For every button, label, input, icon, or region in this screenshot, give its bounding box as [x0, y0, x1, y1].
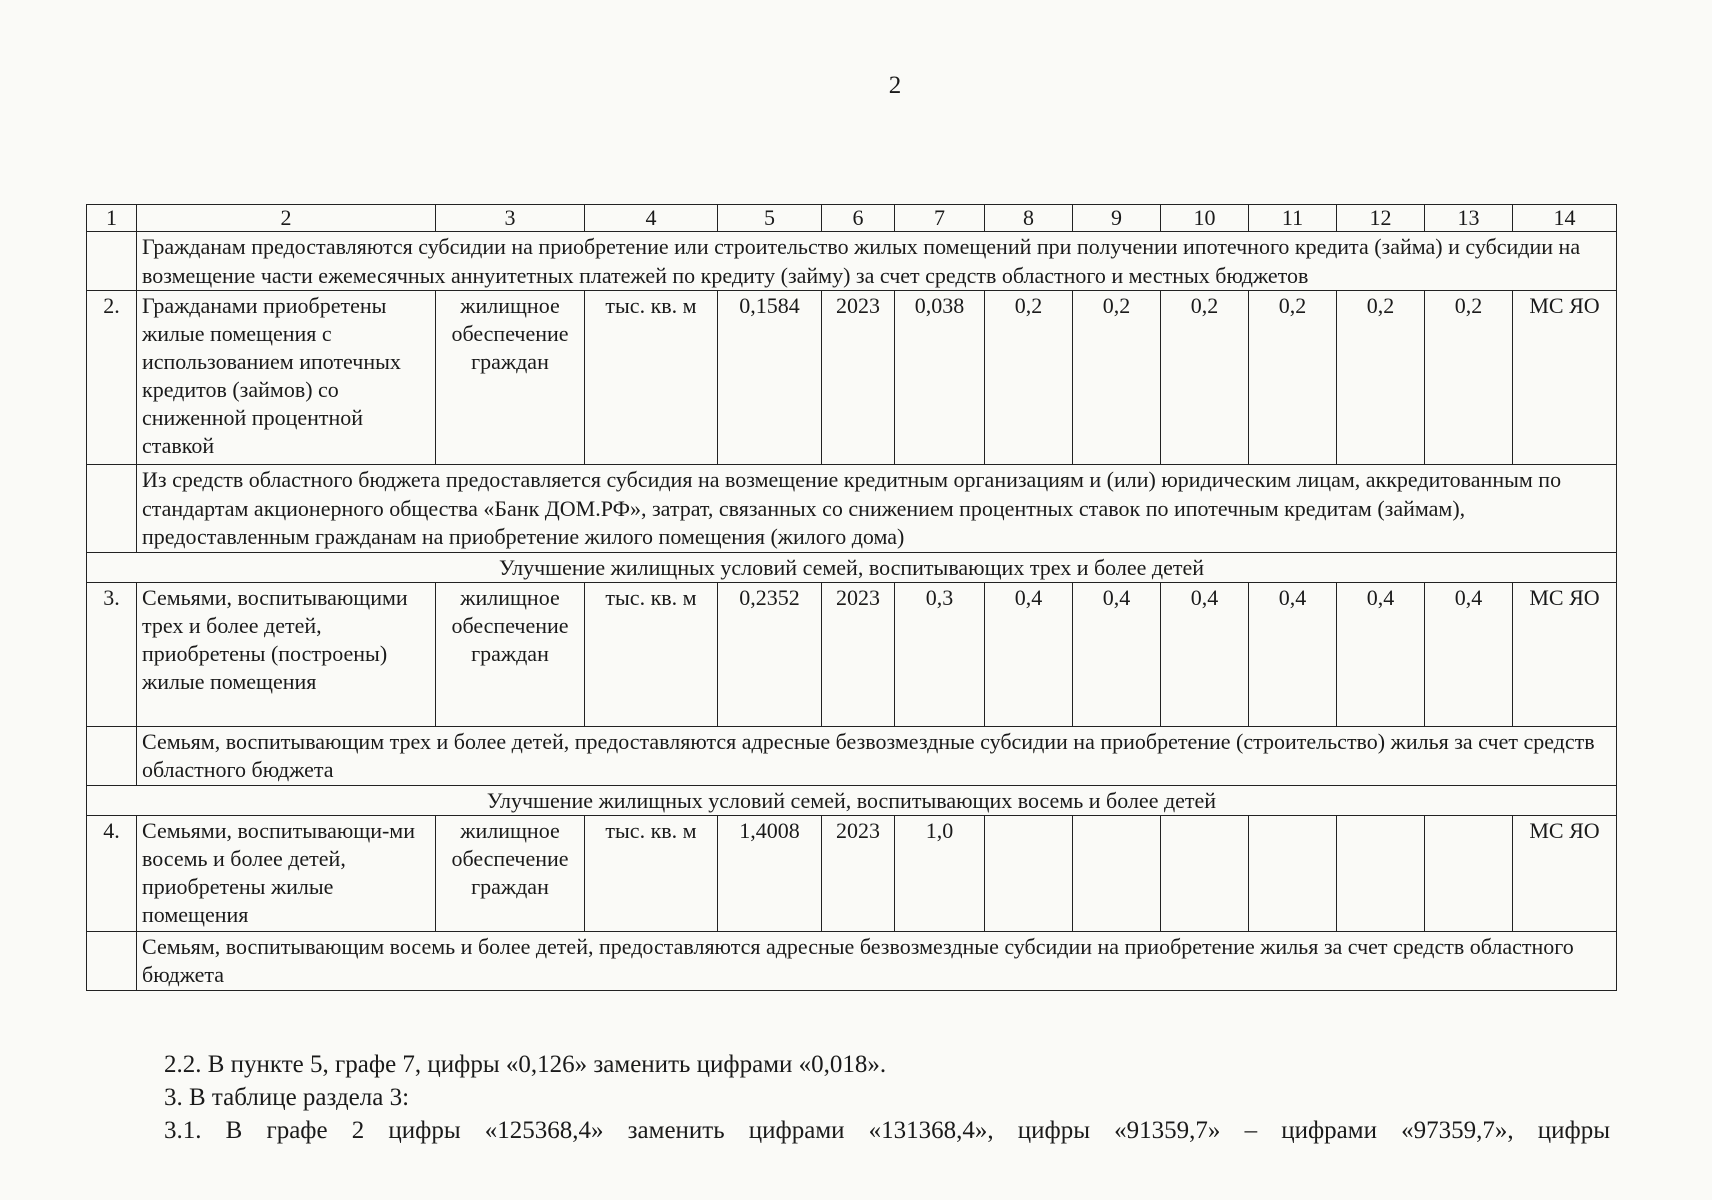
value-cell: 0,2	[1249, 291, 1337, 465]
note-text: Семьям, воспитывающим трех и более детей, предоставляются адресные безвозмездные субсидии на приобретение (строительство) жилья за счет средств областного бюджета	[137, 726, 1617, 785]
note-row	[87, 726, 1617, 785]
paragraph: 2.2. В пункте 5, графе 7, цифры «0,126» заменить цифрами «0,018».	[164, 1051, 887, 1078]
value-cell: 0,4	[1161, 582, 1249, 726]
value-cell: 2023	[822, 291, 895, 465]
header-cell: 14	[1513, 205, 1617, 232]
indicators-table	[86, 204, 1617, 991]
value-cell	[1073, 815, 1161, 931]
value-cell: 0,4	[1073, 582, 1161, 726]
empty-cell	[87, 465, 137, 553]
header-cell: 2	[137, 205, 436, 232]
header-cell: 8	[985, 205, 1073, 232]
value-cell: 0,3	[895, 582, 985, 726]
indicator-type: жилищное обеспечение граждан	[436, 291, 585, 465]
value-cell: 0,1584	[718, 291, 822, 465]
section-row	[87, 552, 1617, 582]
value-cell: 2023	[822, 582, 895, 726]
value-cell: 0,038	[895, 291, 985, 465]
empty-cell	[87, 232, 137, 291]
table-row	[87, 291, 1617, 465]
header-cell: 10	[1161, 205, 1249, 232]
section-row	[87, 785, 1617, 815]
row-number: 3.	[87, 582, 137, 726]
row-number: 2.	[87, 291, 137, 465]
note-row	[87, 931, 1617, 990]
value-cell: 0,4	[1337, 582, 1425, 726]
value-cell: 0,2	[1073, 291, 1161, 465]
value-cell: 0,2	[1161, 291, 1249, 465]
header-cell: 7	[895, 205, 985, 232]
indicator-type: жилищное обеспечение граждан	[436, 582, 585, 726]
empty-cell	[87, 931, 137, 990]
header-cell: 6	[822, 205, 895, 232]
header-row	[87, 205, 1617, 232]
value-cell	[1161, 815, 1249, 931]
value-cell: 0,2	[985, 291, 1073, 465]
value-cell	[1425, 815, 1513, 931]
value-cell: 0,4	[985, 582, 1073, 726]
executor-cell: МС ЯО	[1513, 582, 1617, 726]
note-text: Из средств областного бюджета предоставляется субсидия на возмещение кредитным организациям и (или) юридическим лицам, аккредитованным по стандартам акционерного общества «Банк ДОМ.РФ», затрат, связанных со снижением процентных ставок по ипотечным кредитам (займам), предоставленным гражданам на приобретение жилого помещения (жилого дома)	[137, 465, 1617, 553]
note-row	[87, 232, 1617, 291]
executor-cell: МС ЯО	[1513, 291, 1617, 465]
indicator-type: жилищное обеспечение граждан	[436, 815, 585, 931]
note-row	[87, 465, 1617, 553]
section-title: Улучшение жилищных условий семей, воспитывающих трех и более детей	[87, 552, 1617, 582]
table-row	[87, 582, 1617, 726]
empty-cell	[87, 726, 137, 785]
header-cell: 1	[87, 205, 137, 232]
value-cell	[985, 815, 1073, 931]
note-text: Семьям, воспитывающим восемь и более детей, предоставляются адресные безвозмездные субсидии на приобретение жилья за счет средств областного бюджета	[137, 931, 1617, 990]
page-number: 2	[888, 72, 902, 99]
header-cell: 12	[1337, 205, 1425, 232]
section-title: Улучшение жилищных условий семей, воспитывающих восемь и более детей	[87, 785, 1617, 815]
indicator-name: Гражданами приобретены жилые помещения с использованием ипотечных кредитов (займов) со сниженной процентной ставкой	[137, 291, 436, 465]
executor-cell: МС ЯО	[1513, 815, 1617, 931]
row-number: 4.	[87, 815, 137, 931]
value-cell: 0,4	[1249, 582, 1337, 726]
table-row	[87, 815, 1617, 931]
value-cell: 2023	[822, 815, 895, 931]
value-cell: 0,2	[1425, 291, 1513, 465]
indicator-name: Семьями, воспитывающи-ми восемь и более детей, приобретены жилые помещения	[137, 815, 436, 931]
value-cell: 1,4008	[718, 815, 822, 931]
value-cell: 1,0	[895, 815, 985, 931]
header-cell: 4	[585, 205, 718, 232]
paragraph: 3. В таблице раздела 3:	[164, 1084, 410, 1111]
paragraph: 3.1. В графе 2 цифры «125368,4» заменить цифрами «131368,4», цифры «91359,7» – цифрами «97359,7», цифры	[164, 1117, 1610, 1144]
unit: тыс. кв. м	[585, 815, 718, 931]
value-cell: 0,2	[1337, 291, 1425, 465]
header-cell: 11	[1249, 205, 1337, 232]
header-cell: 5	[718, 205, 822, 232]
value-cell: 0,2352	[718, 582, 822, 726]
value-cell: 0,4	[1425, 582, 1513, 726]
header-cell: 3	[436, 205, 585, 232]
body-text	[164, 1048, 1610, 1147]
header-cell: 9	[1073, 205, 1161, 232]
value-cell	[1249, 815, 1337, 931]
unit: тыс. кв. м	[585, 582, 718, 726]
header-cell: 13	[1425, 205, 1513, 232]
unit: тыс. кв. м	[585, 291, 718, 465]
note-text: Гражданам предоставляются субсидии на приобретение или строительство жилых помещений при получении ипотечного кредита (займа) и субсидии на возмещение части ежемесячных аннуитетных платежей по кредиту (займу) за счет средств областного и местных бюджетов	[137, 232, 1617, 291]
value-cell	[1337, 815, 1425, 931]
indicator-name: Семьями, воспитывающими трех и более детей, приобретены (построены) жилые помещения	[137, 582, 436, 726]
